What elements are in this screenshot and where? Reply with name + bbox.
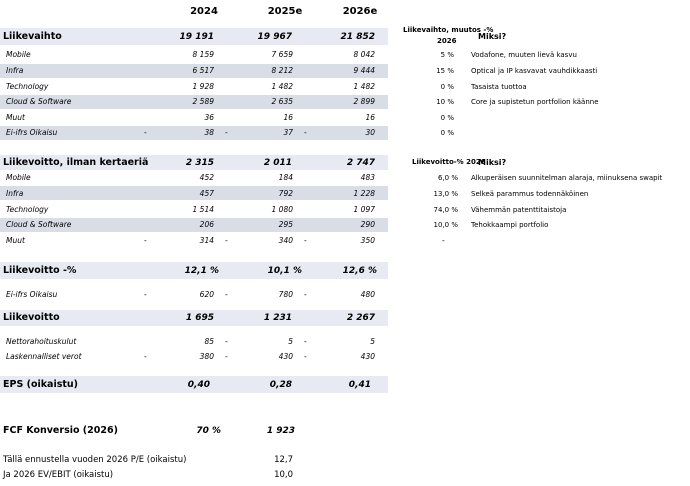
netto-2026e: 5 [370,337,375,346]
verot-label: Laskennalliset verot [6,352,82,361]
liikevaihto-title: Liikevaihto [3,31,62,42]
row-value: 792 [278,189,293,198]
row-label: Muut [6,236,25,245]
negative-dash: - [304,352,307,361]
lv-2026e: 2 267 [346,313,375,323]
negative-dash: - [304,290,307,299]
year-header-2024: 2024 [190,6,218,17]
negative-dash: - [144,290,147,299]
row-label: Technology [6,205,49,214]
row-label: Mobile [6,50,31,59]
liikevaihto-total-2026e: 21 852 [340,32,375,42]
negative-dash: - [225,236,228,245]
row-value: 1 097 [353,205,375,214]
negative-dash: - [144,128,147,137]
row-value: 30 [365,128,375,137]
right2-miksi: Miksi? [478,158,507,167]
eps-2025e: 0,28 [269,380,292,390]
row-value: 206 [199,220,214,229]
fcf-title: FCF Konversio (2026) [3,425,118,436]
row-note: Alkuperäisen suunnitelman alaraja, miinuksena swapit [471,174,663,182]
row-label: Muut [6,113,25,122]
fcf-value: 1 923 [266,426,295,436]
negative-dash: - [225,290,228,299]
row-pct: 5 % [440,51,454,59]
row-value: 1 080 [271,205,293,214]
row-label: Mobile [6,173,31,182]
row-value: 290 [360,220,375,229]
row-value: 2 589 [192,97,214,106]
row-value: 295 [278,220,293,229]
row-value: 6 517 [192,66,214,75]
negative-dash: - [304,337,307,346]
row-value: 1 928 [192,82,214,91]
lp-2025e: 10,1 % [267,266,302,276]
row-value: 2 635 [271,97,293,106]
row-label: Cloud & Software [6,220,72,229]
row-note: Tehokkaampi portfolio [471,221,549,229]
netto-label: Nettorahoituskulut [6,337,77,346]
lp-2024: 12,1 % [184,266,219,276]
row-value: 340 [278,236,293,245]
ev-value: 10,0 [274,470,293,480]
row-value: 184 [278,173,293,182]
row-note: Vähemmän patenttitaistoja [471,206,567,214]
pe-value: 12,7 [274,455,293,465]
row-value: 36 [204,113,214,122]
eps-2026e: 0,41 [348,380,371,390]
ei-ifrs-2025e: 780 [278,290,293,299]
row-note: Core ja supistetun portfolion käänne [471,98,599,106]
eps-2024: 0,40 [187,380,210,390]
row-value: 16 [365,113,375,122]
netto-2025e: 5 [288,337,293,346]
row-note: Optical ja IP kasvavat vauhdikkaasti [471,67,598,75]
row-value: 7 659 [271,50,293,59]
right1-title-line2: 2026 [437,37,457,45]
liikevoitto-kertaeria-title: Liikevoitto, ilman kertaeriä [3,157,149,168]
eps-title: EPS (oikaistu) [3,379,79,390]
pe-label: Tällä ennustella vuoden 2026 P/E (oikaistu) [3,455,187,465]
right1-miksi: Miksi? [478,32,507,41]
row-value: 2 899 [353,97,375,106]
row-value: 38 [204,128,214,137]
ei-ifrs-label: Ei-ifrs Oikaisu [6,290,58,299]
negative-dash: - [225,128,228,137]
fcf-pct: 70 % [196,426,221,436]
verot-2026e: 430 [360,352,375,361]
row-value: 350 [360,236,375,245]
row-value: 8 159 [192,50,214,59]
row-pct: 6,0 % [437,174,458,182]
verot-2024: 380 [199,352,214,361]
liikevaihto-total-2024: 19 191 [179,32,214,42]
row-label: Ei-ifrs Oikaisu [6,128,58,137]
negative-dash: - [225,337,228,346]
negative-dash: - [144,352,147,361]
negative-dash: - [304,236,307,245]
row-pct: 15 % [436,67,454,75]
ei-ifrs-2026e: 480 [360,290,375,299]
row-pct: 10,0 % [433,221,458,229]
row-label: Cloud & Software [6,97,72,106]
row-value: 452 [199,173,214,182]
right1-title-line1: Liikevaihto, muutos -% [403,26,494,34]
row-pct: 0 % [440,129,454,137]
lp-2026e: 12,6 % [342,266,377,276]
row-value: 8 212 [271,66,293,75]
liikevoitto-pct-title: Liikevoitto -% [3,265,77,276]
row-value: 16 [283,113,293,122]
liikevaihto-total-2025e: 19 967 [257,32,292,42]
row-label: Technology [6,82,49,91]
row-pct: 0 % [440,114,454,122]
row-pct: 10 % [436,98,454,106]
right2-title: Liikevoitto-% 2026 [412,158,486,166]
row-label: Infra [6,66,24,75]
row-value: 9 444 [353,66,375,75]
row-value: 8 042 [353,50,375,59]
row-value: 1 228 [353,189,375,198]
lv-2025e: 1 231 [263,313,292,323]
row-value: 483 [360,173,375,182]
row-value: 457 [199,189,214,198]
year-header-2025e: 2025e [267,6,303,17]
negative-dash: - [144,236,147,245]
row-value: 1 482 [271,82,293,91]
ei-ifrs-2024: 620 [199,290,214,299]
verot-2025e: 430 [278,352,293,361]
row-pct: 0 % [440,83,454,91]
row-value: 1 514 [192,205,214,214]
ev-label: Ja 2026 EV/EBIT (oikaistu) [3,470,114,480]
row-note: Selkeä parammus todennäköinen [471,190,589,198]
negative-dash: - [304,128,307,137]
row-pct: - [442,236,445,245]
row-pct: 13,0 % [433,190,458,198]
lk-total-2025e: 2 011 [263,158,292,168]
row-value: 314 [199,236,214,245]
row-value: 1 482 [353,82,375,91]
lk-total-2026e: 2 747 [346,158,375,168]
row-note: Tasaista tuottoa [471,83,527,91]
lk-total-2024: 2 315 [185,158,214,168]
row-label: Infra [6,189,24,198]
liikevoitto-title: Liikevoitto [3,312,60,323]
netto-2024: 85 [204,337,214,346]
year-header-2026e: 2026e [342,6,378,17]
negative-dash: - [225,352,228,361]
row-value: 37 [283,128,293,137]
row-pct: 74,0 % [433,206,458,214]
lv-2024: 1 695 [185,313,214,323]
row-note: Vodafone, muuten lievä kasvu [471,51,577,59]
